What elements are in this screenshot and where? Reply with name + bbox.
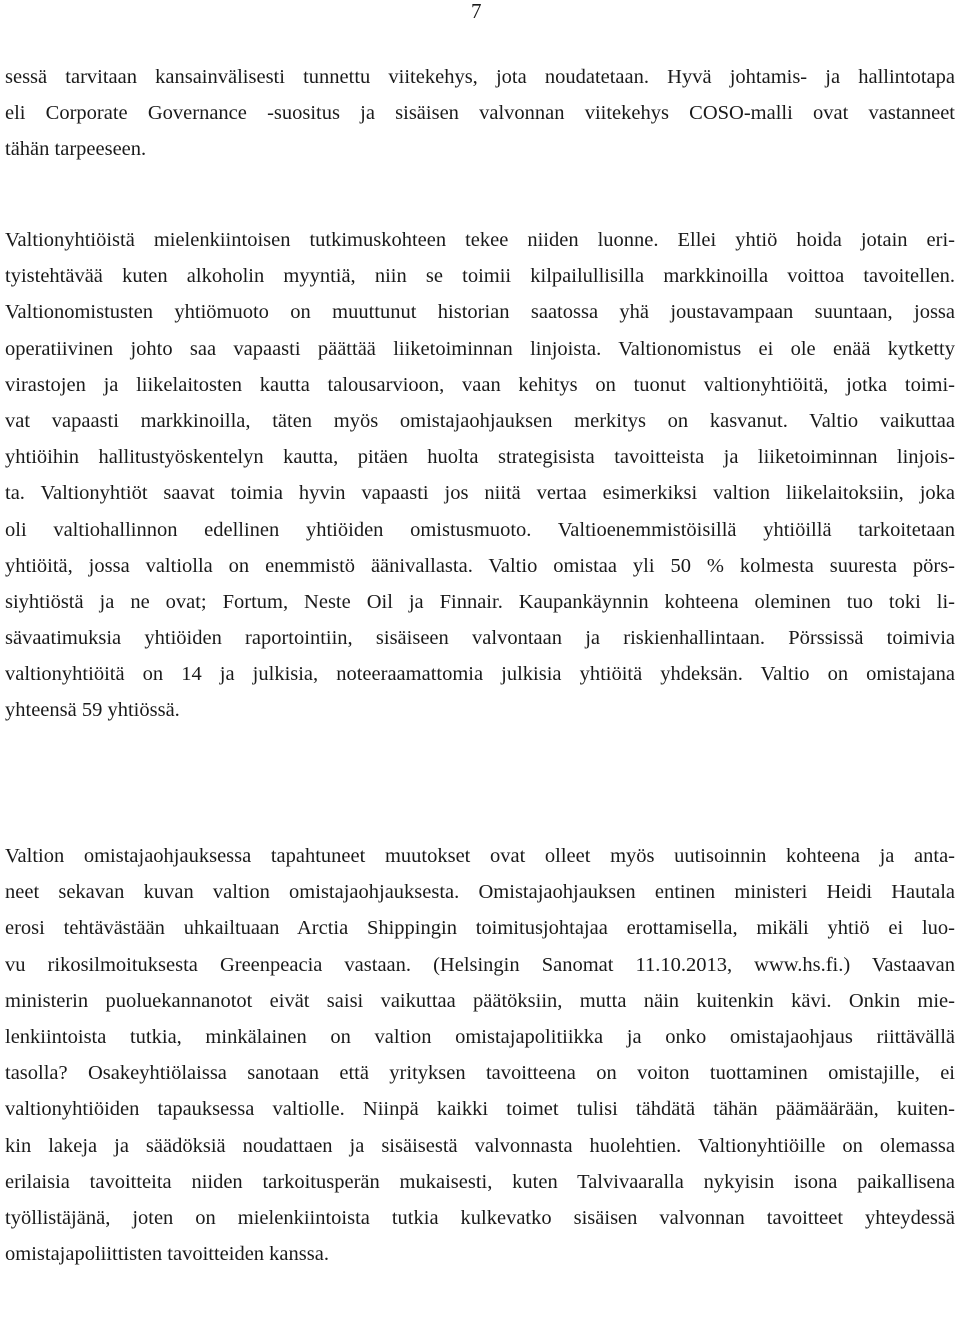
page-number: 7: [471, 0, 482, 23]
text-line: yhtiöihin hallitustyöskentelyn kautta, pitäen huolta strategisista tavoitteista ja liiketoiminnan linjois-: [5, 446, 955, 469]
text-line: lenkiintoista tutkia, minkälainen on valtion omistajapolitiikka ja onko omistajaohjaus riittävällä: [5, 1025, 955, 1048]
text-line: Valtionyhtiöistä mielenkiintoisen tutkimuskohteen tekee niiden luonne. Ellei yhtiö hoida jotain eri-: [5, 229, 955, 251]
text-line: erilaisia tavoitteita niiden tarkoitusperän mukaisesti, kuten Talvivaaralla nykyisin isona paikallisena: [5, 1170, 955, 1193]
text-line: valtionyhtiöiden tapauksessa valtiolle. Niinpä kaikki toimet tulisi tähdätä tähän päämäärään, kuiten-: [5, 1098, 955, 1121]
text-line: eli Corporate Governance -suositus ja sisäisen valvonnan viitekehys COSO-malli ovat vastanneet: [5, 102, 955, 125]
text-line: omistajapoliittisten tavoitteiden kanssa.: [5, 1243, 329, 1266]
text-line: sävaatimuksia yhtiöiden raportointiin, sisäiseen valvontaan ja riskienhallintaan. Pörssissä toimivia: [5, 627, 955, 650]
text-line: vu rikosilmoituksesta Greenpeacia vastaan. (Helsingin Sanomat 11.10.2013, www.hs.fi.) Vastaavan: [5, 953, 955, 976]
text-line: tähän tarpeeseen.: [5, 138, 147, 161]
text-line: ta. Valtionyhtiöt saavat toimia hyvin vapaasti jos niitä vertaa esimerkiksi valtion liikelaitoksiin, joka: [5, 482, 955, 505]
text-line: operatiivinen johto saa vapaasti päättää liiketoiminnan linjoista. Valtionomistus ei ole enää kytketty: [5, 337, 955, 360]
text-line: erosi tehtävästään uhkailtuaan Arctia Shippingin toimitusjohtajaa erottamisella, mikäli yhtiö ei luo-: [5, 917, 955, 940]
text-line: työllistäjänä, joten on mielenkiintoista tutkia kulkevatko sisäisen valvonnan tavoitteet yhteydessä: [5, 1206, 955, 1229]
text-line: tyistehtävää kuten alkoholin myyntiä, niin se toimii kilpailullisilla markkinoilla voittoa tavoitellen.: [5, 265, 955, 288]
text-line: tasolla? Osakeyhtiölaissa sanotaan että yrityksen tavoitteena on voiton tuottaminen omistajille, ei: [5, 1062, 955, 1085]
text-line: kin lakeja ja säädöksiä noudattaen ja sisäisestä valvonnasta huolehtien. Valtionyhtiöille on olemassa: [5, 1134, 955, 1157]
text-line: ministerin puoluekannanotot eivät saisi vaikuttaa päätöksiin, mutta näin kuitenkin kävi. Onkin mie-: [5, 989, 955, 1012]
text-line: yhtiöitä, jossa valtiolla on enemmistö äänivallasta. Valtio omistaa yli 50 % kolmesta suuresta pörs-: [5, 554, 955, 577]
text-line: vat vapaasti markkinoilla, täten myös omistajaohjauksen merkitys on kasvanut. Valtio vaikuttaa: [5, 409, 955, 432]
text-line: Valtion omistajaohjauksessa tapahtuneet muutokset ovat olleet myös uutisoinnin kohteena ja anta-: [5, 845, 955, 867]
text-line: siyhtiöstä ja ne ovat; Fortum, Neste Oil ja Finnair. Kaupankäynnin kohteena oleminen tuo toki li-: [5, 590, 955, 613]
paragraph-3: [5, 838, 955, 1272]
text-line: valtionyhtiöitä on 14 ja julkisia, noteeraamattomia julkisia yhtiöitä yhdeksän. Valtio on omistajana: [5, 663, 955, 686]
text-line: oli valtiohallinnon edellinen yhtiöiden omistusmuoto. Valtioenemmistöisillä yhtiöillä tarkoitetaan: [5, 518, 955, 541]
text-line: sessä tarvitaan kansainvälisesti tunnettu viitekehys, jota noudatetaan. Hyvä johtamis- ja hallintotapa: [5, 66, 955, 88]
text-line: yhteensä 59 yhtiössä.: [5, 699, 180, 722]
paragraph-1: [5, 59, 955, 168]
text-line: neet sekavan kuvan valtion omistajaohjauksesta. Omistajaohjauksen entinen ministeri Heidi Hautala: [5, 881, 955, 904]
text-line: Valtionomistusten yhtiömuoto on muuttunut historian saatossa yhä joustavampaan suuntaan, jossa: [5, 301, 955, 324]
paragraph-2: [5, 222, 955, 729]
text-line: virastojen ja liikelaitosten kautta talousarvioon, vaan kehitys on tuonut valtionyhtiöitä, jotka toimi-: [5, 373, 955, 396]
